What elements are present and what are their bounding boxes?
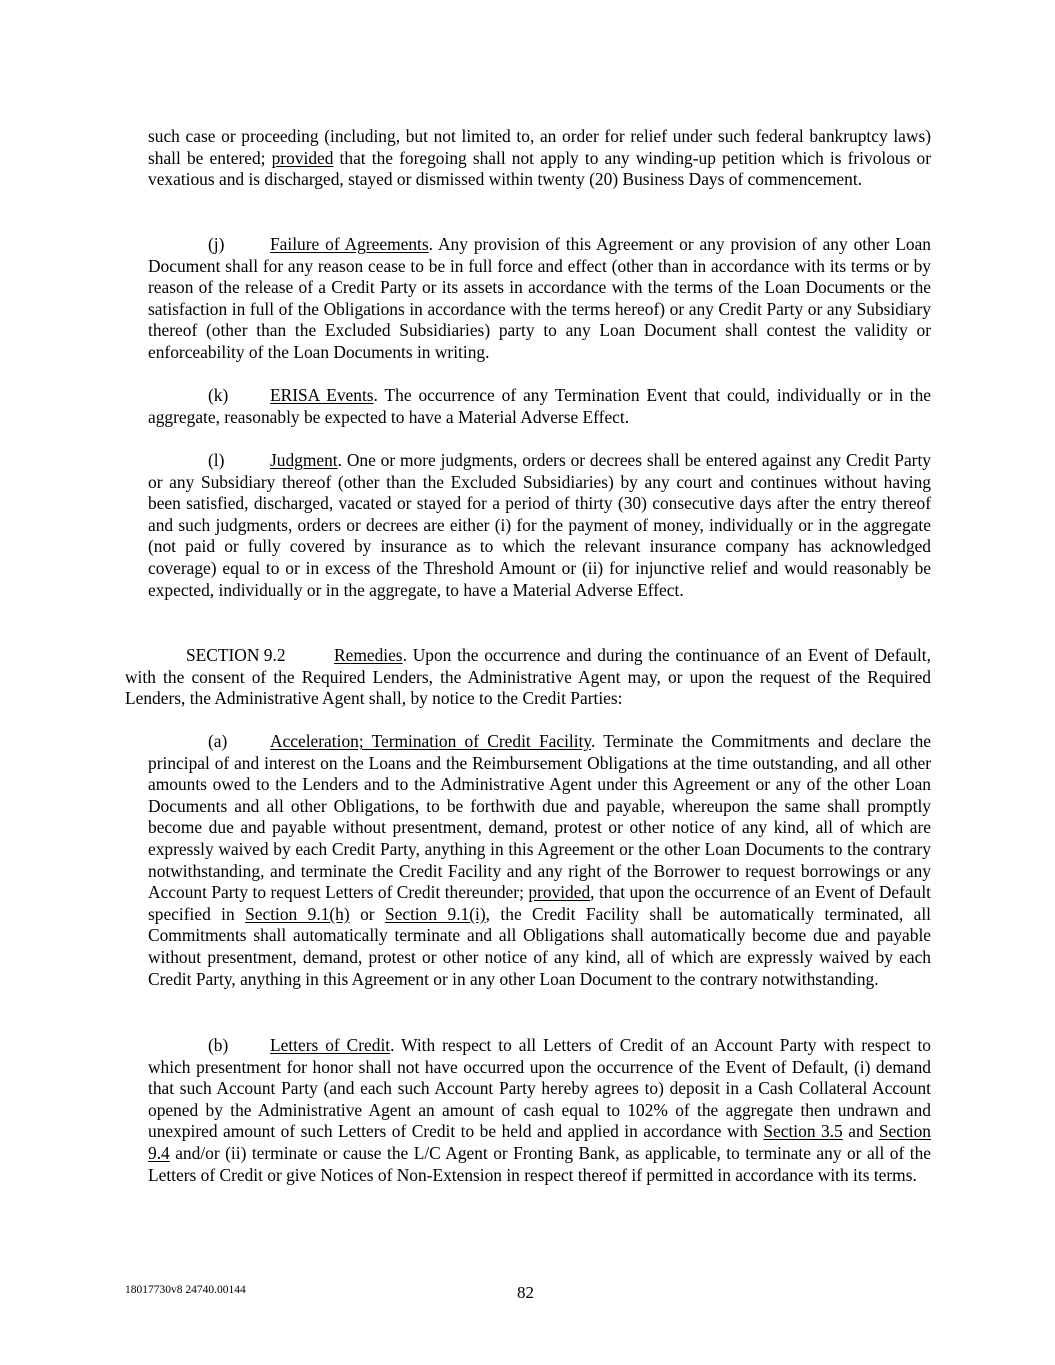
clause-b: (b) Letters of Credit. With respect to all Letters of Credit of an Account Party with respect to which presentment for honor shall not have occurred upon the occurrence of the Event of Default, (i) demand that such Account Party (and each such Account Party hereby agrees to) deposit in a Cash Collateral Account opened by the Administrative Agent an amount of cash equal to 102% of the aggregate then undrawn and unexpired amount of such Letters of Credit to be held and applied in accordance with Section 3.5 and Section 9.4 and/or (ii) terminate or cause the L/C Agent or Fronting Bank, as applicable, to terminate any or all of the Letters of Credit or give Notices of Non-Extension in respect thereof if permitted in accordance with its terms. bbox=[148, 1035, 931, 1185]
clause-number: (b) bbox=[208, 1035, 229, 1055]
clause-heading: Acceleration; Termination of Credit Facility bbox=[270, 731, 591, 751]
provided-term: provided bbox=[271, 147, 334, 168]
clause-k: (k) ERISA Events. The occurrence of any Termination Event that could, individually or in the aggregate, reasonably be expected to have a Material Adverse Effect. bbox=[148, 385, 931, 427]
clause-number: (a) bbox=[208, 731, 228, 751]
clause-heading: ERISA Events bbox=[270, 385, 374, 405]
clause-number: (l) bbox=[208, 450, 225, 470]
continuation-paragraph: such case or proceeding (including, but not limited to, an order for relief under such federal bankruptcy laws) shall be entered; provided that the foregoing shall not apply to any winding-up petition which is frivolous or vexatious and is discharged, stayed or dismissed within twenty (20) Business Days of commencement. bbox=[148, 126, 931, 190]
provided-term: provided bbox=[528, 882, 591, 903]
clause-heading: Judgment bbox=[270, 450, 338, 470]
section-label: SECTION 9.2 bbox=[186, 645, 286, 665]
page-number: 82 bbox=[517, 1283, 534, 1302]
clause-heading: Failure of Agreements bbox=[270, 234, 429, 254]
section-heading: Remedies bbox=[334, 645, 403, 665]
clause-a: (a) Acceleration; Termination of Credit Facility. Terminate the Commitments and declare the principal of and interest on the Loans and the Reimbursement Obligations at the time outstanding, and all other amounts owed to the Lenders and to the Administrative Agent under this Agreement or any of the other Loan Documents and all other Obligations, to be forthwith due and payable, whereupon the same shall promptly become due and payable without presentment, demand, protest or other notice of any kind, all of which are expressly waived by each Credit Party, anything in this Agreement or the other Loan Documents to the contrary notwithstanding, and terminate the Credit Facility and any right of the Borrower to request borrowings or any Account Party to request Letters of Credit thereunder; provided, that upon the occurrence of an Event of Default specified in Section 9.1(h) or Section 9.1(i), the Credit Facility shall be automatically terminated, all Commitments shall automatically terminate and all Obligations shall automatically become due and payable without presentment, demand, protest or other notice of any kind, all of which are expressly waived by each Credit Party, anything in this Agreement or in any other Loan Document to the contrary notwithstanding. bbox=[148, 731, 931, 989]
section-reference: Section 9.1(h) bbox=[245, 903, 350, 924]
clause-l: (l) Judgment. One or more judgments, orders or decrees shall be entered against any Credit Party or any Subsidiary thereof (other than the Excluded Subsidiaries) by any court and continues without having been satisfied, discharged, vacated or stayed for a period of thirty (30) consecutive days after the entry thereof and such judgments, orders or decrees are either (i) for the payment of money, individually or in the aggregate (not paid or fully covered by insurance as to which the relevant insurance company has acknowledged coverage) equal to or in excess of the Threshold Amount or (ii) for injunctive relief and would reasonably be expected, individually or in the aggregate, to have a Material Adverse Effect. bbox=[148, 450, 931, 600]
section-9-2: SECTION 9.2 Remedies. Upon the occurrence and during the continuance of an Event of Default, with the consent of the Required Lenders, the Administrative Agent may, or upon the request of the Required Lenders, the Administrative Agent shall, by notice to the Credit Parties: bbox=[125, 645, 931, 709]
clause-number: (j) bbox=[208, 234, 225, 254]
clause-j: (j) Failure of Agreements. Any provision of this Agreement or any provision of any other Loan Document shall for any reason cease to be in full force and effect (other than in accordance with its terms or by reason of the release of a Credit Party or its assets in accordance with the terms of the Loan Documents or the satisfaction in full of the Obligations in accordance with the terms hereof) or any Credit Party or any Subsidiary thereof (other than the Excluded Subsidiaries) party to any Loan Document shall contest the validity or enforceability of the Loan Documents in writing. bbox=[148, 234, 931, 362]
document-id: 18017730v8 24740.00144 bbox=[125, 1284, 246, 1296]
clause-heading: Letters of Credit bbox=[270, 1035, 391, 1055]
section-reference: Section 9.1(i) bbox=[384, 903, 486, 924]
section-reference: Section 9.4 bbox=[148, 1121, 931, 1163]
section-reference: Section 3.5 bbox=[763, 1121, 843, 1142]
clause-number: (k) bbox=[208, 385, 229, 405]
